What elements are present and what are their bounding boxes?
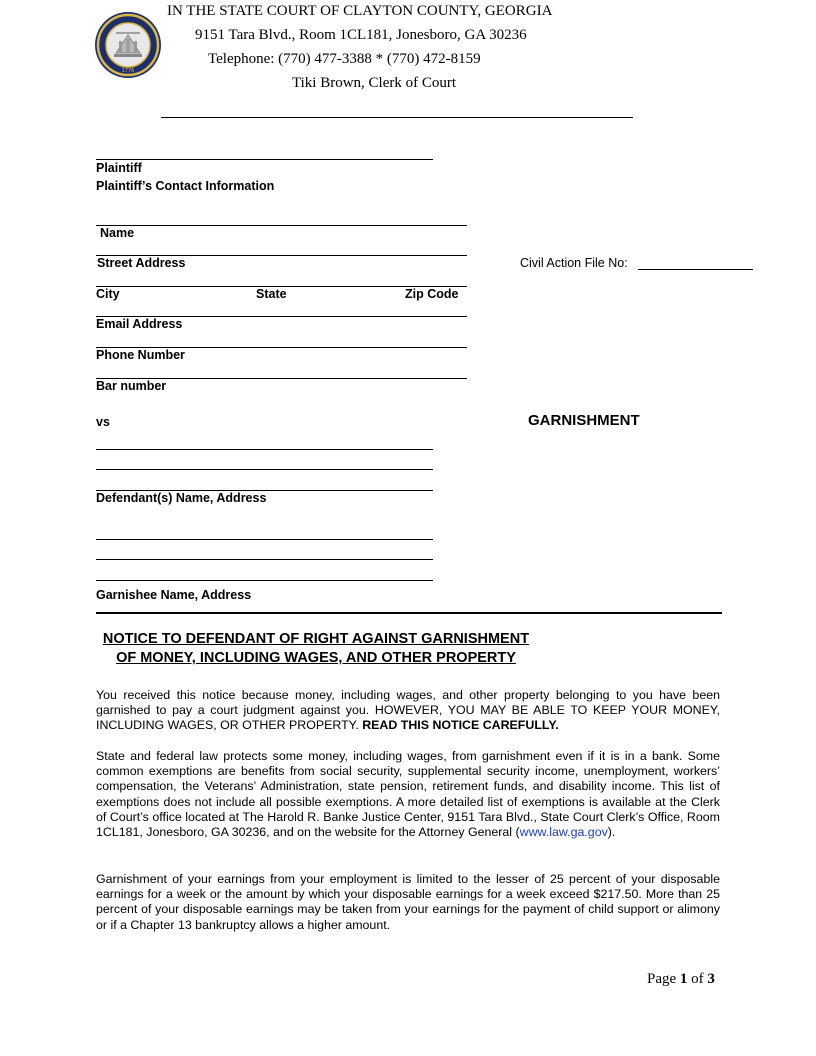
page-total: 3 [707, 971, 715, 987]
email-address-label: Email Address [96, 317, 183, 331]
state-label: State [256, 287, 287, 301]
section-divider [96, 612, 722, 614]
attorney-general-link[interactable]: www.law.ga.gov [519, 825, 608, 840]
court-name: IN THE STATE COURT OF CLAYTON COUNTY, GEORGIA [167, 3, 553, 19]
notice-title-line1: NOTICE TO DEFENDANT OF RIGHT AGAINST GARNISHMENT [102, 631, 530, 647]
page-word: Page [647, 971, 680, 987]
garnishee-line[interactable] [96, 580, 433, 581]
garnishee-line[interactable] [96, 539, 433, 540]
civil-action-label: Civil Action File No: [520, 256, 628, 270]
street-address-label: Street Address [97, 256, 186, 270]
notice-title-line2: OF MONEY, INCLUDING WAGES, AND OTHER PROPERTY [116, 650, 516, 666]
document-type-title: GARNISHMENT [528, 412, 640, 429]
vs-label: vs [96, 415, 110, 429]
defendant-line[interactable] [96, 449, 433, 450]
clerk-name: Tiki Brown, Clerk of Court [292, 75, 457, 91]
of-word: of [687, 971, 708, 987]
notice-paragraph-2 [96, 749, 720, 840]
defendant-label: Defendant(s) Name, Address [96, 491, 267, 505]
civil-action-field[interactable] [638, 269, 753, 270]
paragraph-text: Garnishment of your earnings from your employment is limited to the lesser of 25 percent of your disposable earnings for a week or the amount by which your disposable earnings for a week exceed $217.50. More than 25 percent of your disposable earnings may be taken from your earnings for the payment of child support or alimony or if a Chapter 13 bankruptcy allows a higher amount. [96, 872, 720, 932]
zip-code-label: Zip Code [405, 287, 459, 301]
name-label: Name [100, 226, 135, 240]
notice-paragraph-1 [96, 688, 720, 734]
state-seal [94, 11, 162, 79]
bar-number-label: Bar number [96, 379, 167, 393]
paragraph-text: ). [607, 825, 616, 840]
page-number [647, 971, 715, 988]
phone-number-label: Phone Number [96, 348, 185, 362]
plaintiff-label: Plaintiff [96, 161, 142, 175]
defendant-line[interactable] [96, 469, 433, 470]
seal-icon [94, 11, 162, 79]
header-divider [161, 117, 633, 118]
plaintiff-line[interactable] [96, 159, 433, 160]
svg-text:1776: 1776 [121, 68, 135, 74]
court-telephone: Telephone: (770) 477-3388 * (770) 472-8159 [208, 51, 481, 67]
page-current: 1 [679, 971, 688, 987]
notice-paragraph-3 [96, 872, 720, 933]
name-line[interactable] [96, 225, 467, 226]
garnishee-line[interactable] [96, 559, 433, 560]
garnishee-label: Garnishee Name, Address [96, 588, 252, 602]
paragraph-bold-text: READ THIS NOTICE CAREFULLY. [358, 718, 559, 733]
plaintiff-contact-label: Plaintiff’s Contact Information [96, 179, 275, 193]
court-address: 9151 Tara Blvd., Room 1CL181, Jonesboro, GA 30236 [195, 27, 527, 43]
city-label: City [96, 287, 120, 301]
paragraph-text: You received this notice because money, including wages, and other property belonging to you have been garnished to pay a court judgment against you. HOWEVER, YOU MAY BE ABLE TO KEEP YOUR MONEY, INCLUDING WAGES, OR OTHER PROPERTY. [96, 688, 720, 733]
paragraph-text: State and federal law protects some money, including wages, from garnishment even if it is in a bank. Some common exemptions are benefits from social security, supplemental security income, unemployment, workers’ compensation, the Veterans’ Administration, state pension, retirement funds, and disability income. This list of exemptions does not include all possible exemptions. A more detailed list of exemptions is available at the Clerk of Court’s office located at The Harold R. Banke Justice Center, 9151 Tara Blvd., State Court Clerk’s Office, Room 1CL181, Jonesboro, GA 30236, and on the website for the Attorney General ( [96, 749, 720, 840]
